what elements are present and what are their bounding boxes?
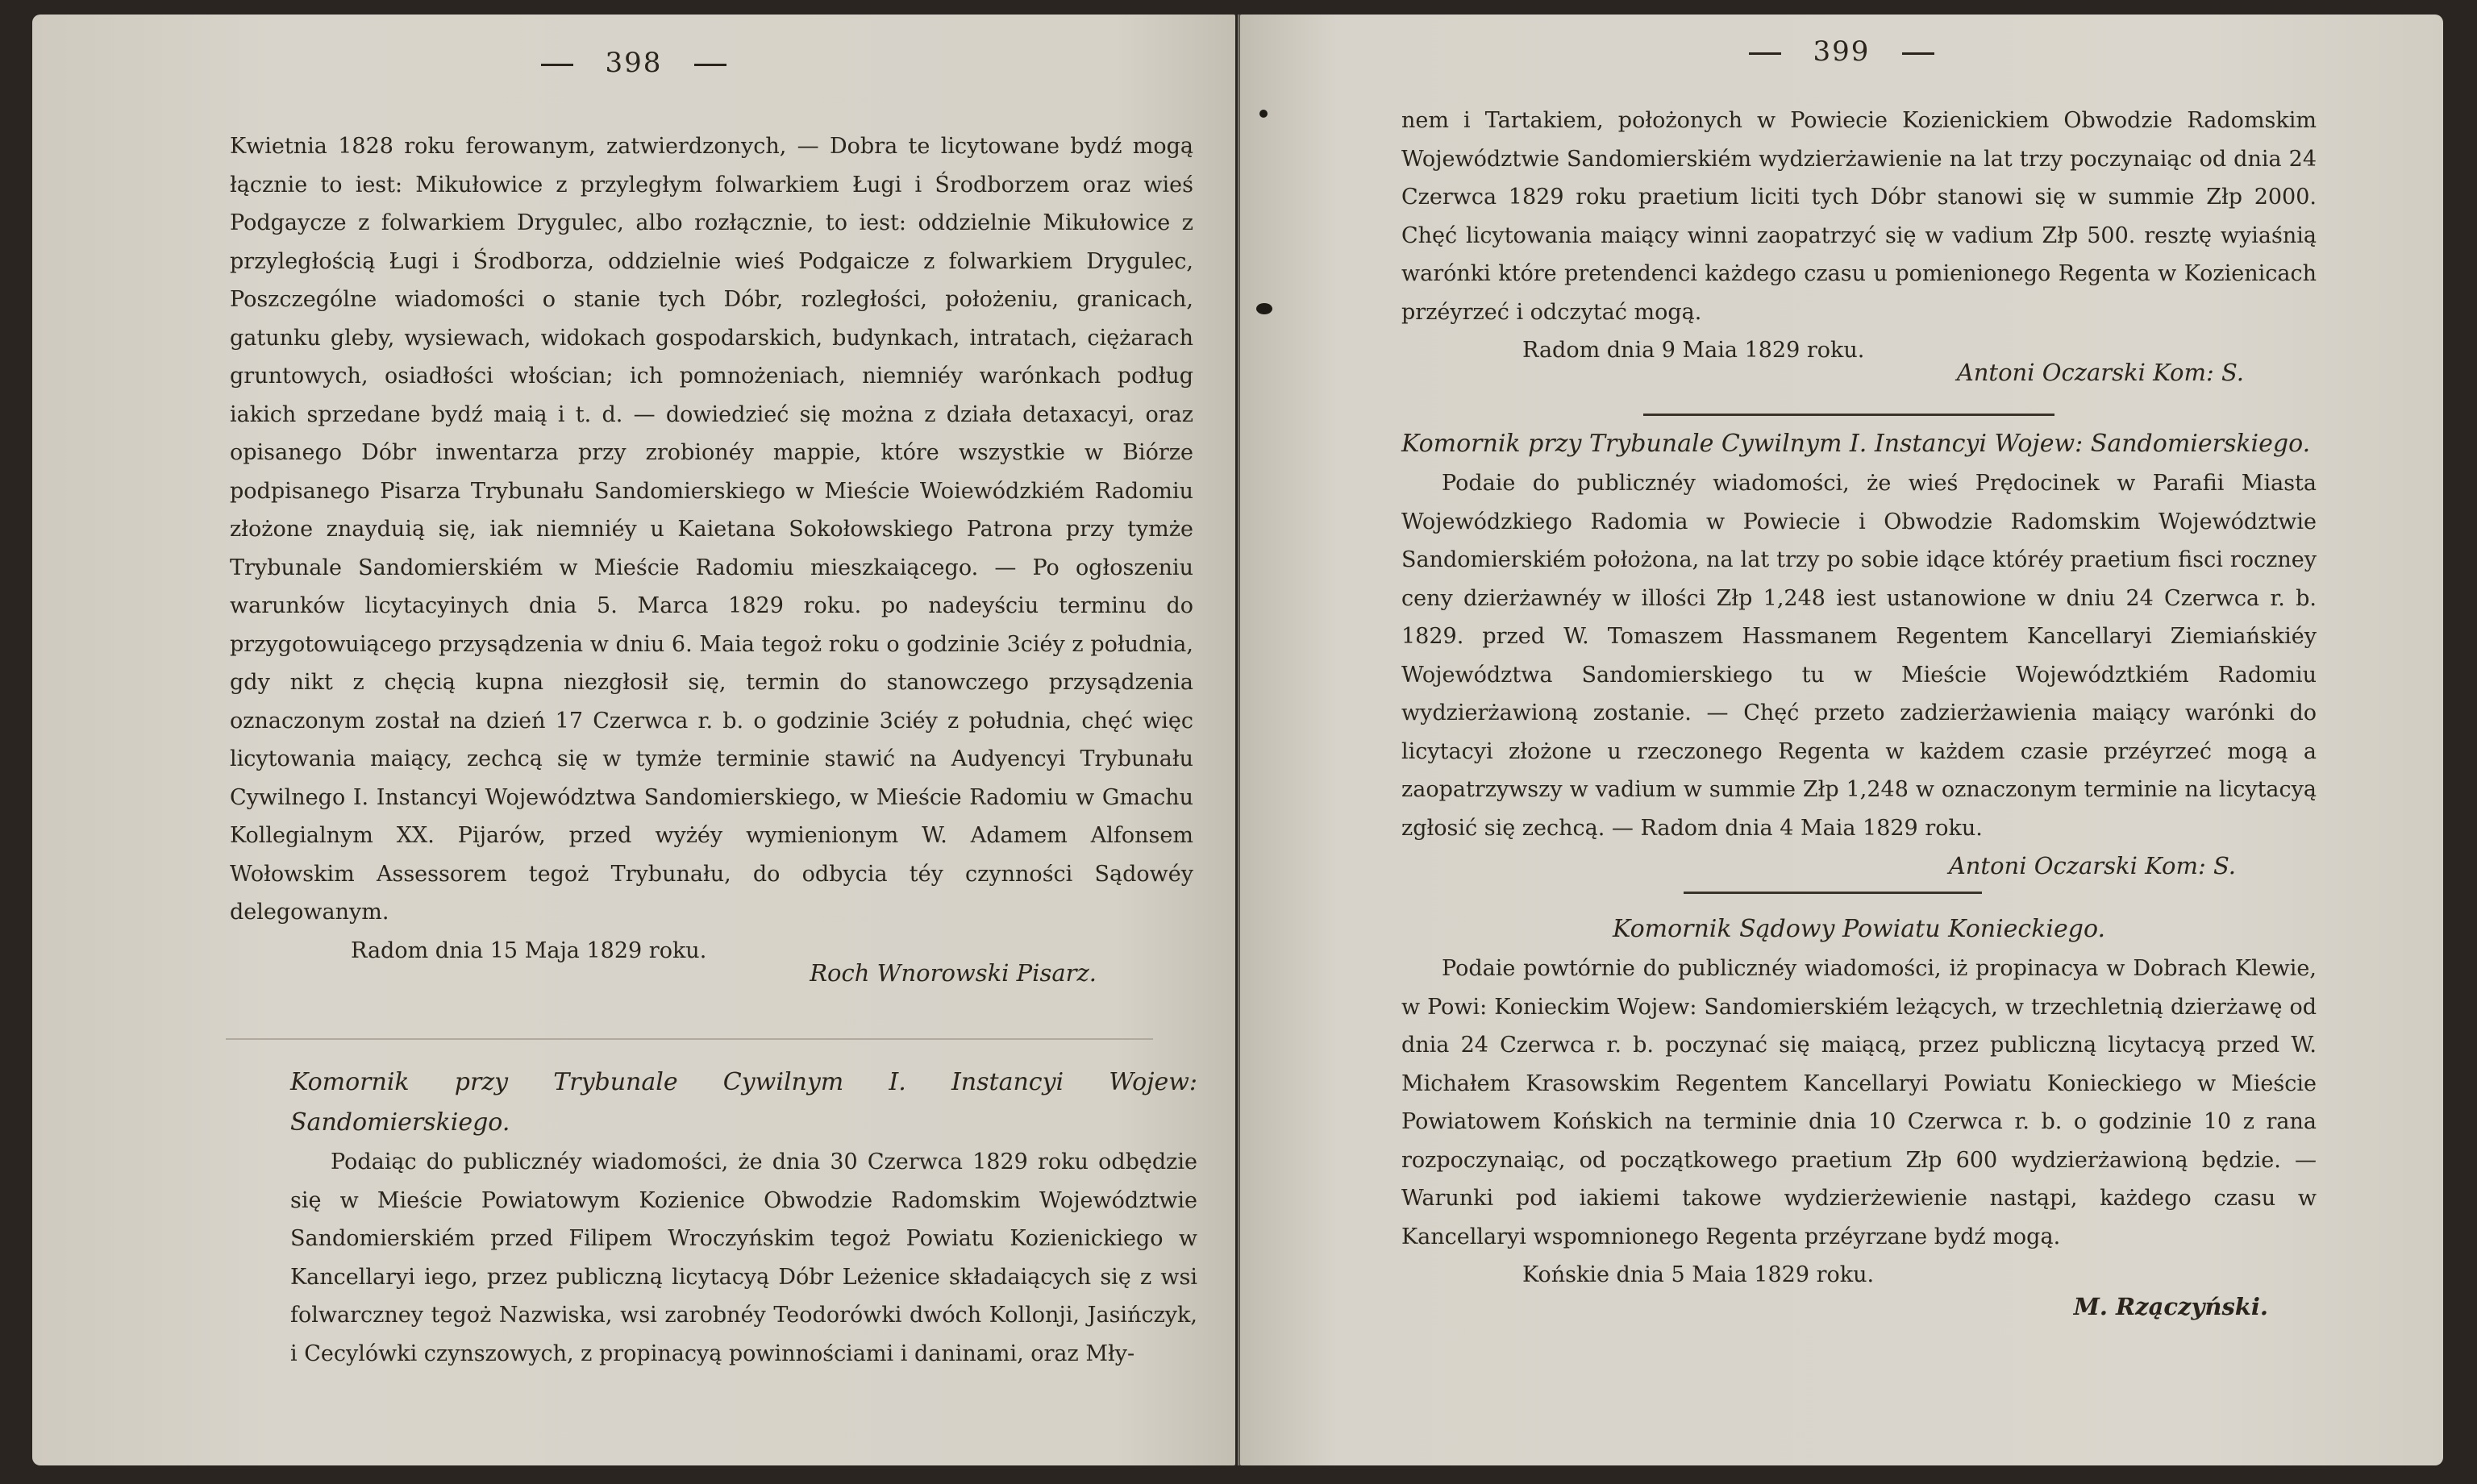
left-notice-block — [290, 1062, 1197, 1373]
left-notice-heading: Komornik przy Trybunale Cywilnym I. Instancyi Wojew: Sandomierskiego. — [290, 1068, 1197, 1137]
right-notice-3-heading: Komornik Sądowy Powiatu Konieckiego. — [1612, 915, 2106, 943]
right-continued-block — [1401, 102, 2317, 392]
left-page — [32, 15, 1235, 1465]
right-divider-1 — [1643, 414, 2054, 416]
right-notice-2-body: Podaie do publicznéy wiadomości, że wieś Prędocinek w Parafii Miasta Wojewódzkiego Radomia w Powiecie i Obwodzie Radomskim Województwie Sandomierskiém położona, na lat trzy po sobie idące któréy praetium fisci roczney ceny dzierżawnéy w illości Złp 1,248 iest ustanowione w dniu 24 Czerwca r. b. 1829. przed W. Tomaszem Hassmanem Regentem Kancellaryi Ziemiańskiéy Województwa Sandomierskiego tu w Mieście Województkiém Radomiu wydzierżawioną zostanie. — Chęć przeto zadzierżawienia maiący warónki do licytacyi złożone u rzeczonego Regenta w każdem czasie przéyrzeć mogą a zaopatrzywszy w vadium w summie Złp 1,248 w oznaczonym terminie na licytacyą zgłosić się zechcą. — Radom dnia 4 Maia 1829 roku. — [1401, 471, 2317, 841]
right-notice-2-block — [1401, 424, 2317, 886]
header-dash — [541, 64, 573, 66]
left-page-header — [32, 47, 1235, 79]
page-number-398: 398 — [605, 47, 663, 79]
left-main-body: Kwietnia 1828 roku ferowanym, zatwierdzonych, — Dobra te licytowane bydź mogą łącznie to iest: Mikułowice z przyległym folwarkiem Ługi i Środborzem oraz wieś Podgaycze z folwarkiem Drygulec, albo rozłącznie, to iest: oddzielnie Mikułowice z przyległością Ługi i Środborza, oddzielnie wieś Podgaicze z folwarkiem Drygulec, Poszczególne wiadomości o stanie tych Dóbr, rozległości, położeniu, granicach, gatunku gleby, wysiewach, widokach gospodarskich, budynkach, intratach, ciężarach gruntowych, osiadłości włościan; ich pomnożeniach, niemniéy warónkach podług iakich sprzedane bydź maią i t. d. — dowiedzieć się można z działa detaxacyi, oraz opisanego Dóbr inwentarza przy zrobionéy mappie, które wszystkie w Biórze podpisanego Pisarza Trybunału Sandomierskiego w Mieście Woiewódzkiém Radomiu złożone znayduią się, iak niemniéy u Kaietana Sokołowskiego Patrona przy tymże Trybunale Sandomierskiém w Mieście Radomiu mieszkaiącego. — Po ogłoszeniu warunków licytacyinych dnia 5. Marca 1829 roku. po nadeyściu terminu do przygotowuiącego przysądzenia w dniu 6. Maia tegoż roku o godzinie 3ciéy z południa, gdy nikt z chęcią kupna niezgłosił się, termin do stanowczego przysądzenia oznaczonym został na dzień 17 Czerwca r. b. o godzinie 3ciéy z południa, chęć więc licytowania maiący, zechcą się w tymże terminie stawić na Audyencyi Trybunału Cywilnego I. Instancyi Województwa Sandomierskiego, w Mieście Radomiu w Gmachu Kollegialnym XX. Pijarów, przed wyżéy wymienionym W. Adamem Alfonsem Wołowskim Assessorem tegoż Trybunału, do odbycia téy czynności Sądowéy delegowanym. — [230, 134, 1193, 925]
left-signature: Roch Wnorowski Pisarz. — [810, 958, 1097, 987]
right-signature-2: Antoni Oczarski Kom: S. — [1948, 852, 2236, 879]
header-dash — [1902, 52, 1934, 55]
binding-mark — [1259, 110, 1268, 118]
book-spread — [32, 15, 2443, 1465]
right-dateline-3: Końskie dnia 5 Maia 1829 roku. — [1522, 1262, 1875, 1287]
right-continued-body: nem i Tartakiem, położonych w Powiecie Kozienickiem Obwodzie Radomskim Województwie Sandomierskiém wydzierżawienie na lat trzy poczynaiąc od dnia 24 Czerwca 1829 roku praetium liciti tych Dóbr stanowi się w summie Złp 2000. Chęć licytowania maiący winni zaopatrzyć się w vadium Złp 500. resztę wyiaśnią warónki które pretendenci każdego czasu u pomienionego Regenta w Kozienicach przéyrzeć i odczytać mogą. — [1401, 108, 2317, 325]
right-notice-3-block — [1401, 909, 2317, 1326]
right-signature-3: M. Rzączyński. — [2073, 1292, 2268, 1320]
binding-mark — [1256, 303, 1272, 314]
right-notice-2-heading: Komornik przy Trybunale Cywilnym I. Instancyi Wojew: Sandomierskiego. — [1401, 430, 2311, 458]
left-signature-row — [230, 932, 1193, 993]
right-page — [1240, 15, 2443, 1465]
page-number-399: 399 — [1813, 35, 1871, 68]
right-dateline-1: Radom dnia 9 Maia 1829 roku. — [1522, 338, 1865, 363]
left-notice-body: Podaiąc do publicznéy wiadomości, że dnia 30 Czerwca 1829 roku odbędzie się w Mieście Powiatowym Kozienice Obwodzie Radomskim Województwie Sandomierskiém przed Filipem Wroczyńskim tegoż Powiatu Kozienickiego w Kancellaryi iego, przez publiczną licytacyą Dóbr Leżenice składaiących się z wsi folwarczney tegoż Nazwiska, wsi zarobnéy Teodorówki dwóch Kollonji, Jasińczyk, i Cecylówki czynszowych, z propinacyą powinnościami i daninami, oraz Mły- — [290, 1149, 1197, 1366]
left-main-text-block — [230, 127, 1193, 992]
left-dateline: Radom dnia 15 Maja 1829 roku. — [351, 937, 707, 963]
header-dash — [694, 64, 726, 66]
right-notice-3-body: Podaie powtórnie do publicznéy wiadomości, iż propinacya w Dobrach Klewie, w Powi: Konieckim Wojew: Sandomierskiém leżących, w trzechletnią dzierżawę od dnia 24 Czerwca r. b. poczynać się maiącą, przez publiczną licytacyą przed W. Michałem Krasowskim Regentem Kancellaryi Powiatu Konieckiego w Mieście Powiatowem Końskich na terminie dnia 10 Czerwca r. b. o godzinie 10 z rana rozpoczynaiąc, od początkowego praetium Złp 600 wydzierżawioną będzie. — Warunki pod iakiemi takowe wydzierżewienie nastąpi, każdego czasu w Kancellaryi wspomnionego Regenta przéyrzane bydź mogą. — [1401, 956, 2317, 1249]
right-divider-2 — [1684, 892, 1982, 894]
left-divider — [226, 1038, 1153, 1040]
right-signature-1: Antoni Oczarski Kom: S. — [1956, 358, 2244, 386]
right-page-header — [1240, 35, 2443, 68]
header-dash — [1749, 52, 1781, 55]
